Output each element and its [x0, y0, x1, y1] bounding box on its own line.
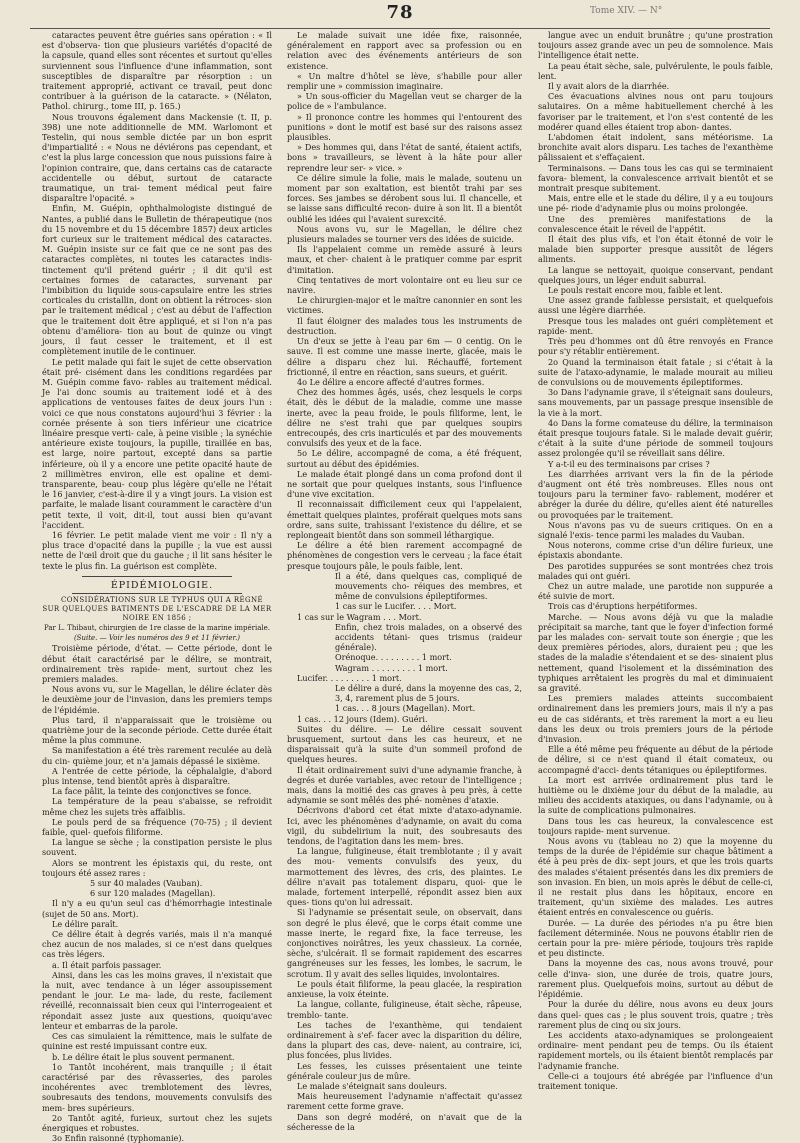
paragraph: Le délire paraît. [52, 918, 119, 929]
paragraph: Trois cas d'éruptions herpétiformes. [548, 601, 698, 612]
paragraph: Y a-t-il eu des terminaisons par crises ? [548, 458, 710, 469]
paragraph: Elle a été même peu fréquente au début de la période de délire, si ce n'est quand il était comateux, ou accompagné d'acci- dents tétaniques ou épileptiformes. [538, 744, 773, 775]
paragraph: La température de la peau s'abaisse, se refroidit même chez les sujets très affaiblis. [42, 796, 272, 817]
paragraph: Durée. — La durée des périodes n'a pu être bien facilement déterminée. Nous ne pouvons établir rien de certain pour la pre- mière période, toujours très rapide et peu distincte. [538, 917, 773, 959]
paragraph: Nous noterons, comme crise d'un délire furieux, une épistaxis abondante. [538, 540, 773, 561]
paragraph: Très peu d'hommes ont dû être renvoyés en France pour s'y rétablir entièrement. [538, 336, 773, 357]
paragraph: 2o Quand la terminaison était fatale ; si c'était à la suite de l'ataxo-adynamie, le malade mourait au milieu de convulsions ou de mouvements épileptiformes. [538, 356, 773, 387]
paragraph: » Il prononce contre les hommes qui l'entourent des punitions » dont le motif est basé sur des raisons assez plausibles. [287, 111, 522, 143]
paragraph: 1 cas sur le Wagram . . . Mort. [297, 611, 422, 622]
column-left [42, 30, 272, 1143]
paragraph: Chez un autre malade, une parotide non suppurée a été suivie de mort. [538, 580, 773, 602]
paragraph: A l'entrée de cette période, la céphalalgie, d'abord plus intense, tend bientôt après à disparaître. [42, 765, 272, 787]
paragraph: Le malade était plongé dans un coma profond dont il ne sortait que pour quelques instants, sous l'influence d'une vive excitation. [287, 468, 522, 500]
paragraph: Le pouls perd de sa fréquence (70-75) ; il devient faible, quel- quefois filiforme. [42, 816, 272, 838]
paragraph: 1 cas. . . 8 jours (Magellan). Mort. [335, 703, 476, 714]
paragraph: Décrivons d'abord cet état mixte d'ataxo-adynamie. Ici, avec les phénomènes d'adynamie, on avait du coma vigil, du subdelirium la nuit, des soubresauts des tendons, de l'agitation dans les mem- bres. [287, 805, 522, 847]
paragraph: Enfin, M. Guépin, ophthalmologiste distingué de Nantes, a publié dans le Bulletin de thérapeutique (nos du 15 novembre et du 15 décembre 1857) deux articles fort curieux sur le traitement médical des cataractes. M. Guépin insiste sur ce fait que ce ne sont pas des cataractes complètes, ni toutes les cataractes indis- tinctement qu'il prétend guérir ; il dit qu'il est certaines formes de cataractes, survenant par l'imbibition du liquide sous-capsulaire entre les stries corticales du cristallin, dont on obtient la rétroces- sion par le traitement médical ; c'est au début de l'affection que le traitement doit être appliqué, et si l'on n'a pas obtenu d'améliora- tion au bout de quinze ou vingt jours, il faut cesser le traitement, et il est complètement inutile de le continuer. [42, 203, 272, 357]
paragraph: langue avec un enduit brunâtre ; qu'une prostration toujours assez grande avec un peu de somnolence. Mais l'intelligence était nette. [538, 30, 773, 61]
paragraph: Enfin, chez trois malades, on a observé des accidents tétani- ques trismus (raideur générale). [335, 621, 522, 653]
paragraph: 1o Tantôt incohérent, mais tranquille ; il était caractérisé par des rêvasseries, des paroles incohérentes avec tremblotement des lèvres, soubresauts des tendons, mouvements convulsifs des mem- bres supérieurs. [42, 1061, 272, 1113]
paragraph: Il reconnaissait difficilement ceux qui l'appelaient, émettait quelques plaintes, proférait quelques mots sans ordre, sans suite, trahissant l'existence du délire, et se replongeait bientôt dans son sommeil léthargique. [287, 499, 522, 540]
paragraph: 4o Dans la forme comateuse du délire, la terminaison était presque toujours fatale. Si le malade devait guérir, c'était à la suite d'une période de sommeil toujours assez prolongée qu'il se réveillait sans délire. [538, 417, 773, 459]
paragraph: Nous avons vu (tableau no 2) que la moyenne du temps de la durée de l'épidémie sur chaque bâtiment a été à peu près de dix- sept jours, et que les trois quarts des malades s'étaient présentés dans les dix premiers de son invasion. En bien, un mois après le début de celle-ci, il ne restait plus dans les hôpitaux, encore en traitement, qu'un sixième des malades. Les autres étaient entrés en convalescence ou guéris. [538, 836, 773, 918]
paragraph: Il n'y a eu qu'un seul cas d'hémorrhagie intestinale (sujet de 50 ans. Mort). [42, 898, 272, 919]
paragraph: 3o Dans l'adynamie grave, il s'éteignait sans douleurs, sans mouvements, par un passage presque insensible de la vie à la mort. [538, 387, 773, 418]
paragraph: Des parotides suppurées se sont montrées chez trois malades qui ont guéri. [538, 560, 773, 581]
paragraph: Ces cas simulaient la rémittence, mais le sulfate de quinine est resté impuissant contre eux. [42, 1031, 272, 1052]
paragraph: La langue, collante, fuligineuse, était sèche, râpeuse, tremblo- tante. [287, 999, 522, 1020]
column-right [538, 30, 773, 1091]
page-number: 78 [386, 2, 414, 23]
paragraph: Le pouls était filiforme, la peau glacée, la respiration anxieuse, la voix éteinte. [287, 978, 522, 1000]
running-head: Tome XIV. — N° [590, 6, 663, 16]
paragraph: Mais, entre elle et le stade du délire, il y a eu toujours une pé- riode d'adynamie plus ou moins prolongée. [538, 193, 773, 214]
paragraph: Cinq tentatives de mort volontaire ont eu lieu sur ce navire. [287, 274, 522, 296]
paragraph: La langue se nettoyait, quoique conservant, pendant quelques jours, un léger enduit saburral. [538, 264, 773, 285]
paragraph: Les premiers malades atteints succombaient ordinairement dans les premiers jours, mais il n'y a pas eu de cas sidérants, et très rarement la mort a eu lieu dans les deux ou trois premiers jours de la période d'invasion. [538, 693, 773, 745]
paragraph: Les taches de l'exanthème, qui tendaient ordinairement à s'ef- facer avec la disparition du délire, dans la plupart des cas, deve- naient, au contraire, ici, plus foncées, plus livides. [287, 1019, 522, 1061]
paragraph: Un d'eux se jette à l'eau par 6m — 0 centig. On le sauve. Il est comme une masse inerte, glacée, mais le délire a disparu chez lui. Réchauffé, fortement frictionné, il entre en réaction, sans sueurs, et guérit. [287, 336, 522, 377]
section-divider [82, 576, 232, 577]
paragraph: Ainsi, dans les cas les moins graves, il n'existait que la nuit, avec tendance à un léger assoupissement pendant le jour. Le ma- lade, du reste, facilement réveillé, reconnaissait bien ceux qui l'interrogeaient et répondait assez juste aux questions, quoiqu'avec lenteur et embarras de la parole. [42, 969, 272, 1031]
paragraph: b. Le délire était le plus souvent permanent. [52, 1051, 235, 1062]
paragraph: La langue se sèche ; la constipation persiste le plus souvent. [42, 837, 272, 858]
paragraph: Celle-ci a toujours été abrégée par l'influence d'un traitement tonique. [538, 1070, 773, 1091]
paragraph: Lucifer. . . . . . . . . 1 mort. [297, 672, 402, 683]
paragraph: Le chirurgien-major et le maître canonnier en sont les victimes. [287, 295, 522, 316]
paragraph: Il y avait alors de la diarrhée. [548, 81, 670, 92]
paragraph: Le délire a été bien rarement accompagné de phénomènes de congestion vers le cerveau ; la face était presque toujours pâle, le pouls faible, lent. [287, 540, 522, 571]
article-continuation-note: (Suite. — Voir les numéros des 9 et 11 février.) [73, 634, 241, 643]
paragraph: Chez des hommes âgés, usés, chez lesquels le corps était, dès le début de la maladie, comme une masse inerte, avec la peau froide, le pouls filiforme, lent, le délire ne s'est trahi que par quelques soupirs entrecoupés, des cris inarticulés et par des mouvements convulsifs des yeux et de la face. [287, 387, 522, 449]
paragraph: » Un sous-officier du Magellan veut se charger de la police de » l'ambulance. [287, 91, 522, 112]
paragraph: Le délire a duré, dans la moyenne des cas, 2, 3, 4, rarement plus de 5 jours. [335, 683, 522, 704]
paragraph: Ce délire était à degrés variés, mais il n'a manqué chez aucun de nos malades, si ce n'est dans quelques cas très légers. [42, 929, 272, 960]
header-rule [30, 28, 770, 29]
paragraph: 5o Le délire, accompagné de coma, a été fréquent, surtout au début des épidémies. [287, 448, 522, 469]
article-byline: Par L. Thibaut, chirurgien de 1re classe de la marine impériale. [43, 623, 271, 632]
paragraph: Nous avons vu, sur le Magellan, le délire éclater dès le deuxième jour de l'invasion, dans les premiers temps de l'épidémie. [42, 684, 272, 715]
paragraph: 1 cas. . . 12 jours (Idem). Guéri. [297, 713, 428, 724]
paragraph: 4o Le délire a encore affecté d'autres formes. [297, 376, 485, 387]
paragraph: Les fesses, les cuisses présentaient une teinte générale couleur jus de mûre. [287, 1060, 522, 1081]
paragraph: Dans son degré modéré, on n'avait que de la sécheresse de la [287, 1111, 522, 1132]
paragraph: 1 cas sur le Lucifer. . . . Mort. [335, 601, 457, 612]
paragraph: Pour la durée du délire, nous avons eu deux jours dans quel- ques cas ; le plus souvent trois, quatre ; très rarement plus de cinq ou six jours. [538, 999, 773, 1030]
paragraph: Dans la moyenne des cas, nous avons trouvé, pour celle d'inva- sion, une durée de trois, quatre jours, rarement plus. Quelquefois moins, surtout au début de l'épidémie. [538, 958, 773, 1000]
paragraph: Il a été, dans quelques cas, compliqué de mouvements cho- réiques des membres, et même de convulsions épileptiformes. [335, 570, 522, 602]
paragraph: Les accidents ataxo-adynamiques se prolongeaient ordinaire- ment pendant peu de temps. Ou ils étaient rapidement mortels, ou ils étaient bientôt remplacés par l'adynamie franche. [538, 1029, 773, 1071]
paragraph: Presque tous les malades ont guéri complètement et rapide- ment. [538, 315, 773, 336]
paragraph: Le malade suivait une idée fixe, raisonnée, généralement en rapport avec sa profession ou en relation avec des événements antérieurs de son existence. [287, 30, 522, 71]
paragraph: Nous avons vu, sur le Magellan, le délire chez plusieurs malades se tourner vers des idées de suicide. [287, 223, 522, 245]
paragraph: Nous n'avons pas vu de sueurs critiques. On en a signalé l'exis- tence parmi les malades du Vauban. [538, 519, 773, 540]
paragraph: La mort est arrivée ordinairement plus tard le huitième ou le dixième jour du début de la maladie, au milieu des accidents ataxiques, ou dans l'adynamie, ou à la suite de complications pulmonaires. [538, 774, 773, 816]
paragraph: Il faut éloigner des malades tous les instruments de destruction. [287, 315, 522, 336]
paragraph: Les diarrhées arrivant vers la fin de la période d'augment ont été très nombreuses. Elles nous ont toujours paru la terminer favo- rablement, modérer et abréger la durée du délire, qu'elles aient été naturelles ou provoquées par le traitement. [538, 468, 773, 520]
paragraph: 3o Enfin raisonné (typhomanie). [52, 1133, 185, 1143]
paragraph: La face pâlit, la teinte des conjonctives se fonce. [52, 786, 252, 797]
paragraph: Le petit malade qui fait le sujet de cette observation était pré- cisément dans les conditions regardées par M. Guépin comme favo- rables au traitement médical. Je l'ai donc soumis au traitement iodé et à des applications de ventouses faites de deux jours l'un : voici ce que nous constatons aujourd'hui 3 février : la cornée présente à son tiers inférieur une cicatrice linéaire presque verti- cale, à peine visible ; la synéchie antérieure existe toujours, la pupille, tiraillée en bas, est large, noire partout, excepté dans sa partie inférieure, où il y a encore une petite opacité haute de 2 millimètres environ, elle est opaline et demi-transparente, beau- coup plus légère qu'elle ne l'était le 16 janvier, c'est-à-dire il y a vingt jours. La vision est parfaite, le malade lisant couramment le caractère d'un petit texte, il voit, dit-il, tout aussi bien qu'avant l'accident. [42, 356, 272, 530]
paragraph: Le malade s'éteignait sans douleurs. [297, 1080, 447, 1091]
paragraph: cataractes peuvent être guéries sans opération : « Il est d'observa- tion que plusieurs variétés d'opacité de la capsule, quand elles sont récentes et surtout qu'elles surviennent sous l'influence d'une inflammation, sont susceptibles de disparaître par résorption : un traitement approprié, activant ce travail, peut donc contribuer à la guérison de la cataracte. » (Nélaton, Pathol. chirurg., tome III, p. 165.) [42, 30, 272, 112]
paragraph: L'abdomen était indolent, sans météorisme. La bronchite avait alors disparu. Les taches de l'exanthème pâlissaient et s'effaçaient. [538, 132, 773, 163]
paragraph: Ils l'appelaient comme un remède assuré à leurs maux, et cher- chaient à le pratiquer comme par esprit d'imitation. [287, 244, 522, 275]
column-left-top-text [42, 30, 272, 571]
paragraph: Terminaisons. — Dans tous les cas qui se terminaient favora- blement, la convalescence arrivait bientôt et se montrait presque subitement. [538, 162, 773, 194]
column-middle [287, 30, 522, 1132]
paragraph: » Des hommes qui, dans l'état de santé, étaient actifs, bons » travailleurs, se lèvent à la hâte pour aller reprendre leur ser- » vice. » [287, 142, 522, 173]
paragraph: Sa manifestation a été très rarement reculée au delà du cin- quième jour, et n'a jamais dépassé le sixième. [42, 745, 272, 766]
paragraph: Troisième période, d'état. — Cette période, dont le début était caractérisé par le délire, se montrait, ordinairement très rapide- ment, surtout chez les premiers malades. [42, 643, 272, 684]
paragraph: Ce délire simule la folie, mais le malade, soutenu un moment par son exaltation, est bientôt trahi par ses forces. Ses jambes se dérobent sous lui. Il chancelle, et se laisse sans difficulté recon- duire à son lit. Il a bientôt oublié les idées qui l'avaient surexcité. [287, 172, 522, 224]
paragraph: Une des premières manifestations de la convalescence était le réveil de l'appétit. [538, 213, 773, 234]
paragraph: 16 février. Le petit malade vient me voir : Il n'y a plus trace d'opacité dans la pupille ; la vue est aussi nette de l'œil droit que du gauche ; il lit sans hésiter le texte le plus fin. La guérison est complète. [42, 529, 272, 571]
paragraph: Alors se montrent les épistaxis qui, du reste, ont toujours été assez rares : [42, 857, 272, 878]
paragraph: « Un maître d'hôtel se lève, s'habille pour aller remplir une » commission imaginaire. [287, 70, 522, 92]
paragraph: Ces évacuations alvines nous ont paru toujours salutaires. On a même habituellement cherché à les favoriser par le traitement, et l'on s'est contenté de les modérer quand elles étaient trop abon- dantes. [538, 91, 773, 132]
paragraph: Mais heureusement l'adynamie n'affectait qu'assez rarement cette forme grave. [287, 1091, 522, 1112]
paragraph: 5 sur 40 malades (Vauban). [90, 878, 203, 889]
paragraph: a. Il était parfois passager. [52, 959, 162, 970]
paragraph: Si l'adynamie se présentait seule, on observait, dans son degré le plus élevé, que le corps était comme une masse inerte, le regard fixe, la face terreuse, les conjonctives noirâtres, les yeux chassieux. La cornée, sèche, s'ulcérait. Il se formait rapidement des escarres gangréneuses sur les fesses, les lombes, le sacrum, le scrotum. Il y avait des selles liquides, involontaires. [287, 907, 522, 979]
paragraph: La langue, fuligineuse, était tremblotante ; il y avait des mou- vements convulsifs des yeux, du marmottement des lèvres, des cris, des plaintes. Le délire n'avait pas totalement disparu, quoi- que le malade, fortement interpellé, répondit assez bien aux ques- tions qu'on lui adressait. [287, 846, 522, 908]
paragraph: La peau était sèche, sale, pulvérulente, le pouls faible, lent. [538, 60, 773, 81]
paragraph: 2o Tantôt agité, furieux, surtout chez les sujets énergiques et robustes. [42, 1112, 272, 1133]
paragraph: Dans tous les cas heureux, la convalescence est toujours rapide- ment survenue. [538, 815, 773, 836]
paragraph: Wagram . . . . . . . . . 1 mort. [335, 662, 448, 673]
paragraph: Suites du délire. — Le délire cessait souvent brusquement, surtout dans les cas heureux, et ne disparaissait qu'à la suite d'un sommeil profond de quelques heures. [287, 723, 522, 765]
title-rule [72, 593, 242, 594]
section-title: ÉPIDÉMIOLOGIE. [110, 579, 214, 591]
paragraph: 6 sur 120 malades (Magellan). [90, 888, 216, 899]
column-left-article-text [42, 643, 272, 1143]
paragraph: Nous trouvons également dans Mackensie (t. II, p. 398) une note additionnelle de MM. Warlomont et Testelin, qui nous semble dictée par un bon esprit d'impartialité : « Nous ne déviérons pas cependant, et c'est la plus large concession que nous puissions faire à l'opinion contraire, que, dans certains cas de cataracte accidentelle ou début, surtout de cataracte traumatique, un trai- tement médical peut faire disparaître l'opacité. » [42, 111, 272, 204]
paragraph: Une assez grande faiblesse persistait, et quelquefois aussi une légère diarrhée. [538, 295, 773, 316]
paragraph: Plus tard, il n'apparaissait que le troisième ou quatrième jour de la seconde période. Cette durée était même la plus commune. [42, 714, 272, 746]
paragraph: Orénoque. . . . . . . . . 1 mort. [335, 652, 452, 663]
paragraph: Marche. — Nous avons déjà vu que la maladie précipitait sa marche, tant que le foyer d'infection formé par les malades con- servait toute son énergie ; que les deux premières périodes, alors, duraient peu ; que les stades de la maladie s'étendaient et se des- sinaient plus nettement, quand l'isolement et la dissémination des typhiques arrêtaient les progrès du mal et diminuaient sa gravité. [538, 611, 773, 693]
paragraph: Il était des plus vifs, et l'on était étonné de voir le malade bien supporter presque aussitôt de légers aliments. [538, 234, 773, 265]
paragraph: Il était ordinairement suivi d'une adynamie franche, à degrés et durée variables, avec retour de l'intelligence ; mais, dans la moitié des cas graves à peu près, à cette adynamie se sont mêlés des phé- nomènes d'ataxie. [287, 764, 522, 806]
paragraph: Le pouls restait encore mou, faible et lent. [548, 285, 723, 296]
article-heading: CONSIDÉRATIONS SUR LE TYPHUS QUI A RÉGNÉ SUR QUELQUES BATIMENTS DE L'ESCADRE DE LA MER NOIRE EN 1856 ; [42, 595, 272, 622]
